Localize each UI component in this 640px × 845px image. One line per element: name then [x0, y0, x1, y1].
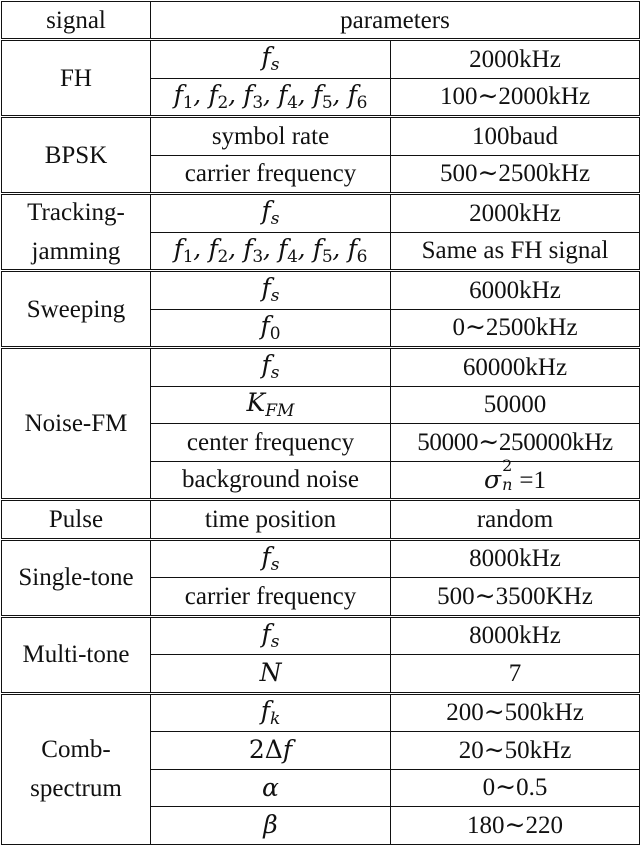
signal-parameter-table — [1, 1, 640, 845]
param-name: background noise — [151, 461, 391, 500]
param-alpha: α — [262, 772, 279, 802]
table-row — [2, 539, 640, 578]
header-row — [2, 2, 640, 40]
table-row — [2, 40, 640, 79]
signal-name-multi-tone: Multi-tone — [2, 616, 151, 693]
table-row — [2, 500, 640, 540]
signal-name-sweeping: Sweeping — [2, 271, 151, 348]
param-symbol — [151, 539, 391, 578]
param-fs: $f_s$ — [261, 618, 280, 652]
param-symbol — [151, 232, 391, 271]
param-symbol — [151, 348, 391, 387]
param-value: 2000kHz — [391, 40, 640, 79]
sigma-superscript: 2 — [502, 455, 513, 475]
param-fs: $f_s$ — [261, 42, 280, 76]
param-value: 100∼2000kHz — [391, 78, 640, 117]
param-value: 6000kHz — [391, 271, 640, 310]
param-value: 500∼2500kHz — [391, 155, 640, 194]
signal-name-tracking-jamming — [2, 194, 151, 271]
param-symbol — [151, 271, 391, 310]
signal-name-line: jamming — [31, 238, 121, 265]
param-name: carrier frequency — [151, 155, 391, 194]
param-symbol — [151, 386, 391, 424]
param-symbol — [151, 194, 391, 233]
table-row — [2, 271, 640, 310]
sigma-symbol: σ — [484, 464, 502, 494]
param-hop-frequencies: $f_1$, $f_2$, $f_3$, $f_4$, $f_5$, $f_6$ — [173, 233, 368, 267]
param-value: 0∼0.5 — [391, 769, 640, 807]
param-value: 200∼500kHz — [391, 693, 640, 732]
signal-name-noise-fm: Noise-FM — [2, 348, 151, 500]
header-signal: signal — [2, 2, 151, 40]
param-value: 50000 — [391, 386, 640, 424]
table-row — [2, 194, 640, 233]
sigma-subscript: n — [502, 474, 513, 494]
signal-name-fh: FH — [2, 40, 151, 117]
param-name: center frequency — [151, 424, 391, 462]
param-n: N — [259, 658, 282, 688]
signal-name-bpsk: BPSK — [2, 117, 151, 194]
param-name: symbol rate — [151, 117, 391, 156]
param-value: Same as FH signal — [391, 232, 640, 271]
param-symbol — [151, 40, 391, 79]
param-fk: $f_k$ — [260, 695, 281, 729]
param-f0: $f_0$ — [260, 310, 281, 344]
param-value: 60000kHz — [391, 348, 640, 387]
param-fs: $f_s$ — [261, 350, 280, 384]
param-value: 8000kHz — [391, 616, 640, 655]
param-value: 0∼2500kHz — [391, 309, 640, 348]
param-beta: β — [263, 810, 278, 840]
param-value: 20∼50kHz — [391, 732, 640, 770]
signal-name-pulse: Pulse — [2, 500, 151, 540]
table-row — [2, 693, 640, 732]
param-symbol — [151, 807, 391, 845]
signal-name-line: spectrum — [30, 775, 122, 802]
param-value: 8000kHz — [391, 539, 640, 578]
table-row — [2, 117, 640, 156]
param-fs: $f_s$ — [261, 541, 280, 575]
table-row — [2, 348, 640, 387]
signal-name-line: Tracking- — [27, 198, 125, 226]
param-value — [391, 455, 640, 500]
param-value: random — [391, 500, 640, 540]
param-symbol — [151, 655, 391, 694]
param-symbol — [151, 732, 391, 770]
param-value: 7 — [391, 655, 640, 694]
signal-name-line: Comb- — [41, 735, 111, 763]
param-kfm: $K_{FM}$ — [246, 387, 295, 421]
signal-name-single-tone: Single-tone — [2, 539, 151, 616]
param-value: 180∼220 — [391, 807, 640, 845]
param-symbol — [151, 78, 391, 117]
param-fs: $f_s$ — [261, 196, 280, 230]
header-parameters: parameters — [151, 2, 640, 40]
param-value: 50000∼250000kHz — [391, 424, 640, 462]
param-hop-frequencies: $f_1$, $f_2$, $f_3$, $f_4$, $f_5$, $f_6$ — [173, 79, 368, 113]
param-value: 500∼3500KHz — [391, 578, 640, 617]
param-name: carrier frequency — [151, 578, 391, 617]
param-symbol — [151, 616, 391, 655]
param-value: 2000kHz — [391, 194, 640, 233]
param-symbol — [151, 769, 391, 807]
param-name: time position — [151, 500, 391, 540]
signal-name-comb-spectrum — [2, 693, 151, 844]
param-fs: $f_s$ — [261, 273, 280, 307]
param-value: 100baud — [391, 117, 640, 156]
sigma-value: =1 — [513, 466, 546, 494]
param-2-delta-f: 2Δf — [248, 735, 293, 765]
param-symbol — [151, 693, 391, 732]
param-symbol — [151, 309, 391, 348]
table-row — [2, 616, 640, 655]
